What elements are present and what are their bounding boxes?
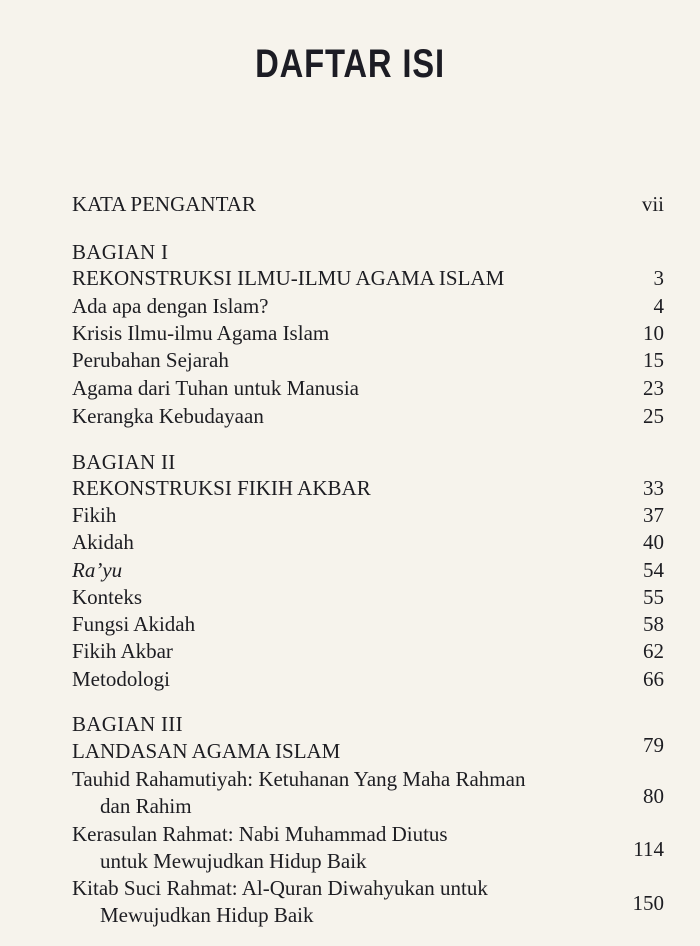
- entry-label: Akidah: [72, 530, 134, 554]
- page-title: DAFTAR ISI: [255, 42, 445, 86]
- entry-label: Fungsi Akidah: [72, 612, 196, 636]
- toc-entry-kerasulan-line-2: [72, 837, 664, 875]
- entry-page: 62: [643, 639, 664, 663]
- toc-entry-ada-apa: [72, 292, 664, 320]
- toc-entry-akidah: [72, 528, 664, 556]
- entry-page: 15: [643, 348, 664, 372]
- entry-label: dan Rahim: [100, 794, 192, 818]
- toc-entry-agama-dari-tuhan: [72, 374, 664, 402]
- section-label: BAGIAN III: [72, 712, 183, 736]
- section-label: BAGIAN I: [72, 240, 169, 264]
- toc-entry-tauhid-line-1: [72, 765, 664, 793]
- entry-label: Ada apa dengan Islam?: [72, 294, 269, 318]
- toc-entry-fikih: [72, 501, 664, 529]
- entry-label: Perubahan Sejarah: [72, 348, 229, 372]
- toc-entry-kerangka-kebudayaan: [72, 402, 664, 430]
- entry-page: 58: [643, 612, 664, 636]
- entry-page: 10: [643, 321, 664, 345]
- entry-label: Agama dari Tuhan untuk Manusia: [72, 376, 359, 400]
- entry-label: Konteks: [72, 585, 142, 609]
- entry-page: 55: [643, 585, 664, 609]
- entry-label: REKONSTRUKSI FIKIH AKBAR: [72, 476, 371, 500]
- entry-label: Kerasulan Rahmat: Nabi Muhammad Diutus: [72, 822, 448, 846]
- toc-section-bagian-1: [72, 238, 664, 266]
- entry-page: 4: [653, 294, 664, 318]
- toc-entry-rekonstruksi-fikih: [72, 474, 664, 502]
- entry-page: 37: [643, 503, 664, 527]
- entry-page: 23: [643, 376, 664, 400]
- entry-label: Tauhid Rahamutiyah: Ketuhanan Yang Maha Rahman: [72, 767, 526, 791]
- toc-entry-tauhid-line-2: [72, 784, 664, 820]
- entry-label: KATA PENGANTAR: [72, 192, 256, 216]
- entry-label: Fikih Akbar: [72, 639, 173, 663]
- entry-page: 33: [643, 476, 664, 500]
- entry-page: 25: [643, 404, 664, 428]
- entry-page: 150: [632, 891, 664, 915]
- entry-label: LANDASAN AGAMA ISLAM: [72, 739, 341, 763]
- toc-entry-rekonstruksi-ilmu: [72, 264, 664, 292]
- section-label: BAGIAN II: [72, 450, 176, 474]
- toc-entry-kata-pengantar: [72, 190, 664, 218]
- toc-entry-perubahan-sejarah: [72, 346, 664, 374]
- toc-entry-kitab-suci-line-2: [72, 891, 664, 929]
- entry-label: Kerangka Kebudayaan: [72, 404, 264, 428]
- toc-entry-fungsi-akidah: [72, 610, 664, 638]
- entry-label: Krisis Ilmu-ilmu Agama Islam: [72, 321, 330, 345]
- entry-page: 79: [643, 733, 664, 757]
- toc-section-bagian-3: [72, 710, 664, 738]
- toc-entry-kerasulan-line-1: [72, 820, 664, 848]
- entry-page: 3: [653, 266, 664, 290]
- toc-entry-konteks: [72, 583, 664, 611]
- entry-page: 66: [643, 667, 664, 691]
- toc-entry-metodologi: [72, 665, 664, 693]
- entry-page: 40: [643, 530, 664, 554]
- entry-label: Mewujudkan Hidup Baik: [100, 903, 314, 927]
- entry-label: untuk Mewujudkan Hidup Baik: [100, 849, 367, 873]
- entry-label: Kitab Suci Rahmat: Al-Quran Diwahyukan untuk: [72, 876, 488, 900]
- toc-entry-rayu: [72, 556, 664, 584]
- entry-page: 114: [633, 837, 664, 861]
- toc-entry-krisis: [72, 319, 664, 347]
- toc-section-bagian-2: [72, 448, 664, 476]
- toc-entry-landasan-agama: [72, 733, 664, 765]
- entry-page: 54: [643, 558, 664, 582]
- entry-page: 80: [643, 784, 664, 808]
- toc-entry-kitab-suci-line-1: [72, 874, 664, 902]
- entry-label: Fikih: [72, 503, 117, 527]
- entry-page: vii: [641, 192, 664, 216]
- toc-entry-fikih-akbar: [72, 637, 664, 665]
- entry-label: Metodologi: [72, 667, 170, 691]
- entry-label: REKONSTRUKSI ILMU-ILMU AGAMA ISLAM: [72, 266, 505, 290]
- entry-label: Ra’yu: [72, 558, 123, 582]
